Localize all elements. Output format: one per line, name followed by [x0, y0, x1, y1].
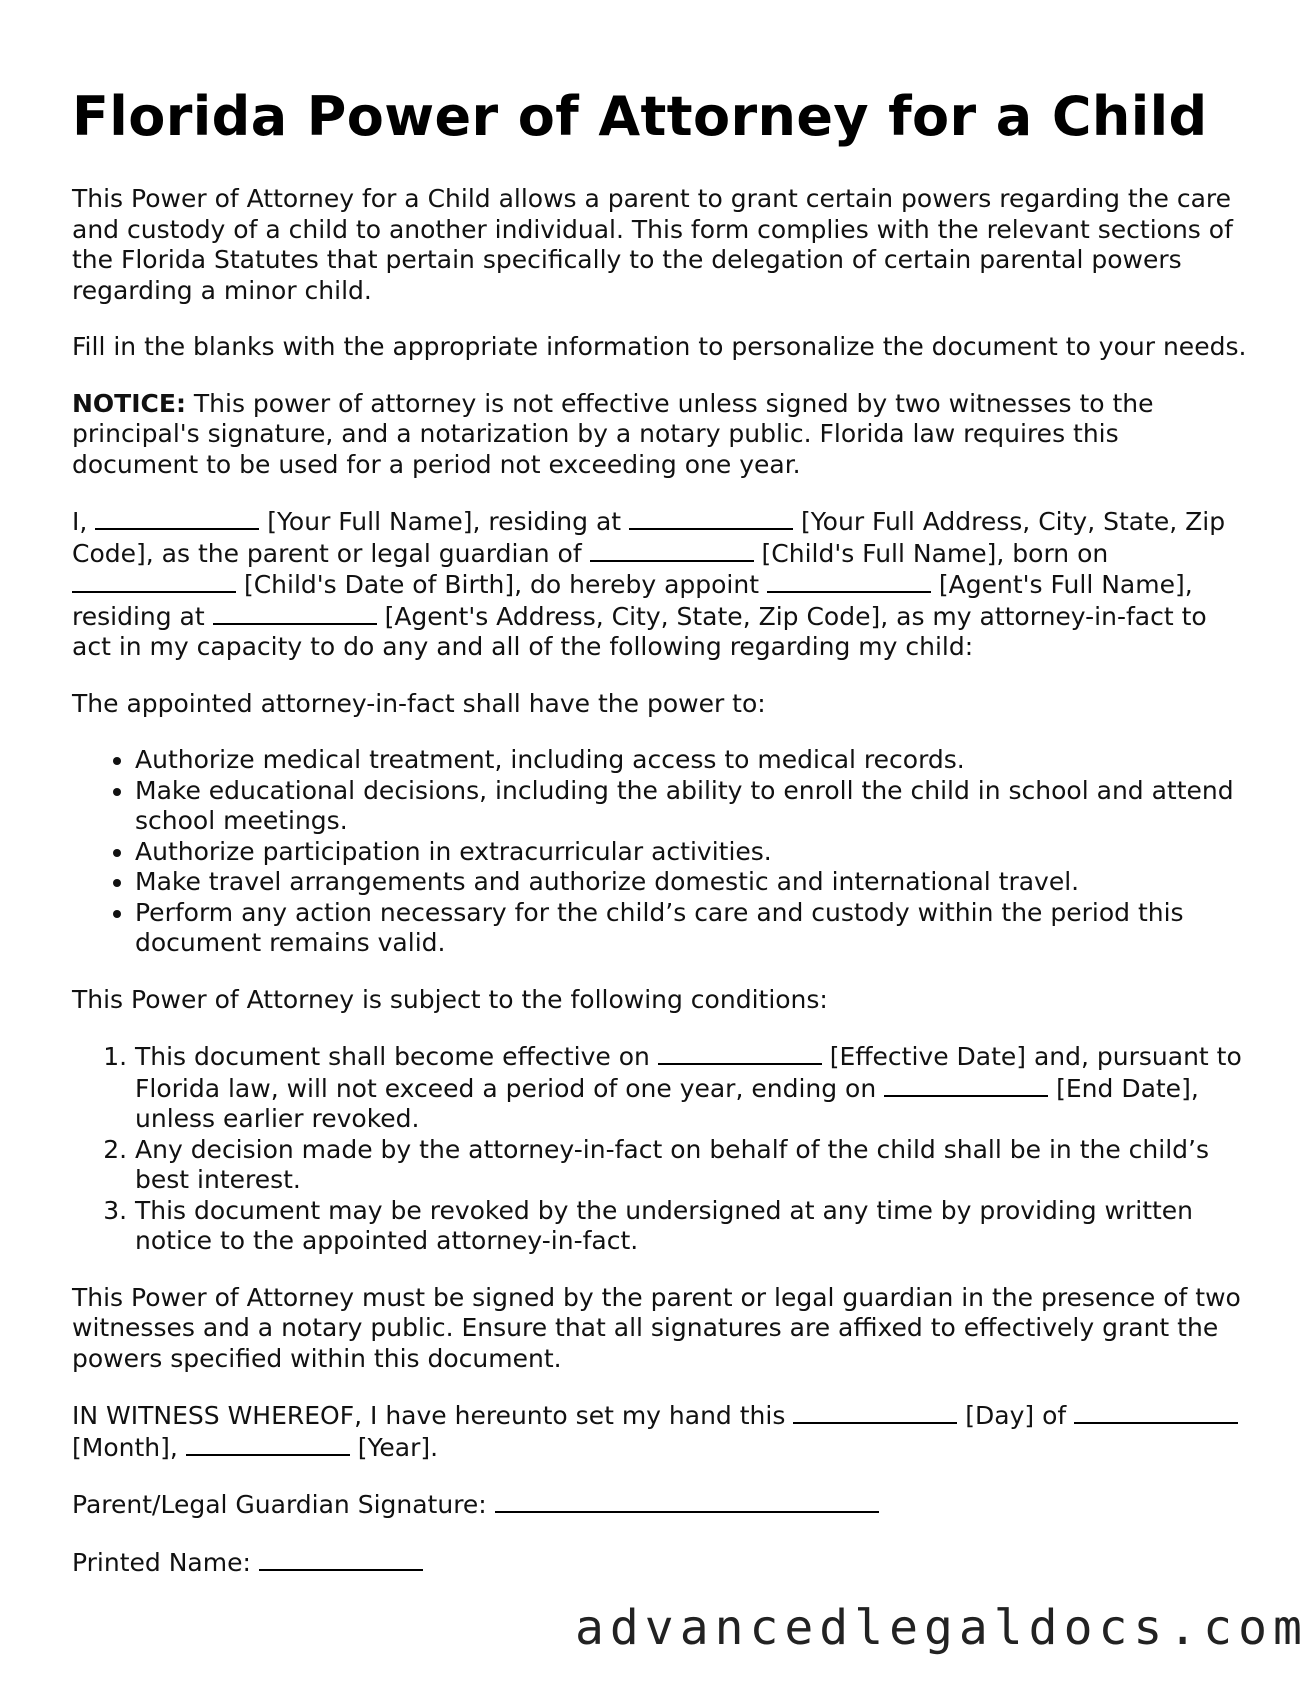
document-title: Florida Power of Attorney for a Child [72, 85, 1208, 148]
conditions-intro: This Power of Attorney is subject to the following conditions: [72, 984, 828, 1014]
appointment-text: [Agent's Address, City, State, Zip Code], as my attorney-in-fact to act in my capacity to do any and all of the following regarding my child: [72, 601, 1207, 661]
child-dob-blank[interactable] [72, 569, 236, 593]
printed-name-blank[interactable] [259, 1547, 423, 1571]
appointment-text: [Child's Full Name], born on [753, 538, 1109, 568]
condition-text: [End Date], unless earlier revoked. [135, 1073, 1199, 1133]
your-full-name-blank[interactable] [95, 506, 259, 530]
list-item: • Make educational decisions, including the ability to enroll the child in school and attend school meetings. [135, 776, 1247, 837]
end-date-blank[interactable] [884, 1073, 1048, 1097]
witness-text: [Year]. [349, 1432, 439, 1462]
powers-intro: The appointed attorney-in-fact shall have the power to: [72, 688, 766, 718]
appointment-text: [Agent's Full Name], residing at [72, 570, 1193, 631]
signature-label: Parent/Legal Guardian Signature: [72, 1490, 495, 1519]
agent-name-blank[interactable] [767, 569, 931, 593]
condition-text: [Effective Date] and, pursuant to Florida law, will not exceed a period of one year, ending on [135, 1042, 1242, 1103]
appointment-text: [Your Full Name], residing at [259, 507, 630, 536]
notice-paragraph [72, 389, 1247, 481]
list-item: 2. Any decision made by the attorney-in-fact on behalf of the child shall be in the child’s best interest. [135, 1135, 1247, 1196]
list-item [135, 1041, 1247, 1135]
appointment-text: [Your Full Address, City, State, Zip Code], as the parent or legal guardian of [72, 507, 1226, 568]
appointment-paragraph [72, 506, 1247, 663]
printed-name-label: Printed Name: [72, 1547, 259, 1577]
your-address-blank[interactable] [629, 506, 793, 530]
signature-blank[interactable] [495, 1489, 879, 1513]
witness-text: [Day] of [957, 1401, 1075, 1430]
effective-date-blank[interactable] [658, 1041, 822, 1065]
month-blank[interactable] [1074, 1400, 1238, 1424]
appointment-text: I, [72, 507, 96, 536]
signing-note: This Power of Attorney must be signed by the parent or legal guardian in the presence of two witnesses and a notary public. Ensure that all signatures are affixed to effectively grant the powers specified within this document. [72, 1282, 1241, 1373]
list-item: • Authorize participation in extracurricular activities. [135, 837, 1247, 868]
agent-address-blank[interactable] [213, 601, 377, 625]
witness-paragraph [72, 1400, 1247, 1463]
list-item: • Authorize medical treatment, including access to medical records. [135, 745, 1247, 776]
watermark-logo: advancedlegaldocs.com [575, 1600, 1308, 1656]
appointment-text: [Child's Date of Birth], do hereby appoint [236, 570, 767, 599]
day-blank[interactable] [793, 1400, 957, 1424]
witness-text: [Month], [72, 1432, 186, 1462]
condition-text: This document shall become effective on [135, 1042, 658, 1071]
year-blank[interactable] [186, 1432, 350, 1456]
witness-text: IN WITNESS WHEREOF, I have hereunto set my hand this [72, 1401, 794, 1430]
notice-label: NOTICE: [72, 388, 186, 418]
document-page [72, 82, 1247, 1604]
signature-line [72, 1489, 1247, 1521]
printed-name-line [72, 1547, 1247, 1579]
list-item: • Perform any action necessary for the child’s care and custody within the period this document remains valid. [135, 898, 1247, 959]
powers-list [72, 745, 1247, 959]
notice-text: This power of attorney is not effective unless signed by two witnesses to the principal's signature, and a notarization by a notary public. Florida law requires this document to be used for a period not exceeding one year. [72, 388, 1154, 479]
intro-paragraph: This Power of Attorney for a Child allows a parent to grant certain powers regarding the care and custody of a child to another individual. This form complies with the relevant sections of the Florida Statutes that pertain specifically to the delegation of certain parental powers regarding a minor child. [72, 184, 1233, 305]
instructions-paragraph: Fill in the blanks with the appropriate information to personalize the document to your needs. [72, 332, 1247, 361]
conditions-list [72, 1041, 1247, 1257]
list-item: 3. This document may be revoked by the undersigned at any time by providing written notice to the appointed attorney-in-fact. [135, 1196, 1247, 1257]
list-item: • Make travel arrangements and authorize domestic and international travel. [135, 867, 1247, 898]
child-name-blank[interactable] [590, 538, 754, 562]
